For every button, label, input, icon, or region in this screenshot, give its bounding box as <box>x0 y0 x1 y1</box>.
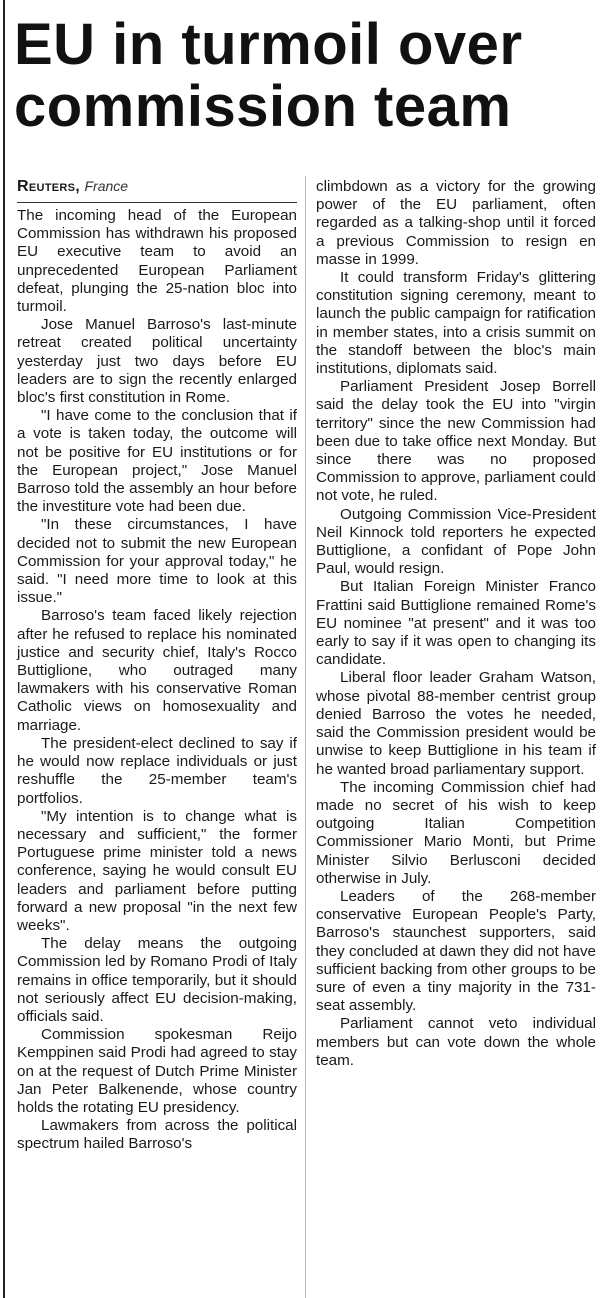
paragraph: But Italian Foreign Minister Franco Frattini said Buttiglione remained Rome's EU nominee "at present" and it was too early to say if it was open to changing its candidate. <box>316 578 596 669</box>
paragraph: climbdown as a victory for the growing power of the EU parliament, often regarded as a talking-shop until it forced a previous Commission to resign en masse in 1999. <box>316 178 596 268</box>
paragraph: "My intention is to change what is necessary and sufficient," the former Portuguese prime minister told a news conference, saying he would consult EU leaders and parliament before putting forward a new proposal "in the next few weeks". <box>17 807 297 934</box>
paragraph: It could transform Friday's glittering constitution signing ceremony, meant to launch the public campaign for ratification in member states, into a crisis summit on the standoff between the bloc's main institutions, diplomats said. <box>316 269 596 378</box>
headline: EU in turmoil over commission team <box>14 12 523 139</box>
byline-location: France <box>84 178 129 194</box>
paragraph: The president-elect declined to say if he would now replace individuals or just reshuffle the 25-member team's portfolios. <box>17 734 297 807</box>
paragraph: Jose Manuel Barroso's last-minute retreat created political uncertainty yesterday just two days before EU leaders are to sign the recently enlarged bloc's first constitution in Rome. <box>17 316 297 407</box>
paragraph: The incoming head of the European Commission has withdrawn his proposed EU executive team to avoid an unprecedented European Parliament defeat, plunging the 25-nation bloc into turmoil. <box>17 207 297 316</box>
paragraph: The incoming Commission chief had made no secret of his wish to keep outgoing Italian Competition Commissioner Mario Monti, but Prime Minister Silvio Berlusconi decided otherwise in July. <box>316 778 596 887</box>
paragraph: Outgoing Commission Vice-President Neil Kinnock told reporters he expected Buttiglione, a confidant of Pope John Paul, would resign. <box>316 505 596 578</box>
left-column <box>17 176 297 1154</box>
paragraph: Barroso's team faced likely rejection after he refused to replace his nominated justice and security chief, Italy's Rocco Buttiglione, who outraged many lawmakers with his conservative Roman Catholic views on homosexuality and marriage. <box>17 607 297 734</box>
paragraph: "In these circumstances, I have decided not to submit the new European Commission for your approval today," he said. "I need more time to look at this issue." <box>17 516 297 607</box>
paragraph: "I have come to the conclusion that if a vote is taken today, the outcome will not be positive for EU institutions or for the European project," Jose Manuel Barroso told the assembly an hour before the investiture vote had been due. <box>17 407 297 516</box>
page-border <box>3 0 5 1298</box>
byline <box>17 176 297 203</box>
paragraph: The delay means the outgoing Commission led by Romano Prodi of Italy remains in office temporarily, but it should not seriously affect EU decision-making, officials said. <box>17 935 297 1025</box>
column-divider <box>305 176 306 1298</box>
paragraph: Parliament cannot veto individual members but can vote down the whole team. <box>316 1015 596 1069</box>
byline-agency: Reuters, <box>17 178 81 195</box>
paragraph: Leaders of the 268-member conservative European People's Party, Barroso's staunchest supporters, said they concluded at dawn they did not have sufficient backing from other groups to be sure of even a tiny majority in the 731-seat assembly. <box>316 887 596 1015</box>
paragraph: Liberal floor leader Graham Watson, whose pivotal 88-member centrist group denied Barroso the votes he needed, said the Commission president would be unwise to keep Buttiglione in his team if he wanted broad parliamentary support. <box>316 669 596 778</box>
right-column <box>316 178 596 1070</box>
paragraph: Parliament President Josep Borrell said the delay took the EU into "virgin territory" since the new Commission had been due to take office next Monday. But since there was no proposed Commission to approve, parliament could not vote, he ruled. <box>316 378 596 505</box>
paragraph: Commission spokesman Reijo Kemppinen said Prodi had agreed to stay on at the request of Dutch Prime Minister Jan Peter Balkenende, whose country holds the rotating EU presidency. <box>17 1026 297 1116</box>
paragraph: Lawmakers from across the political spectrum hailed Barroso's <box>17 1117 297 1153</box>
